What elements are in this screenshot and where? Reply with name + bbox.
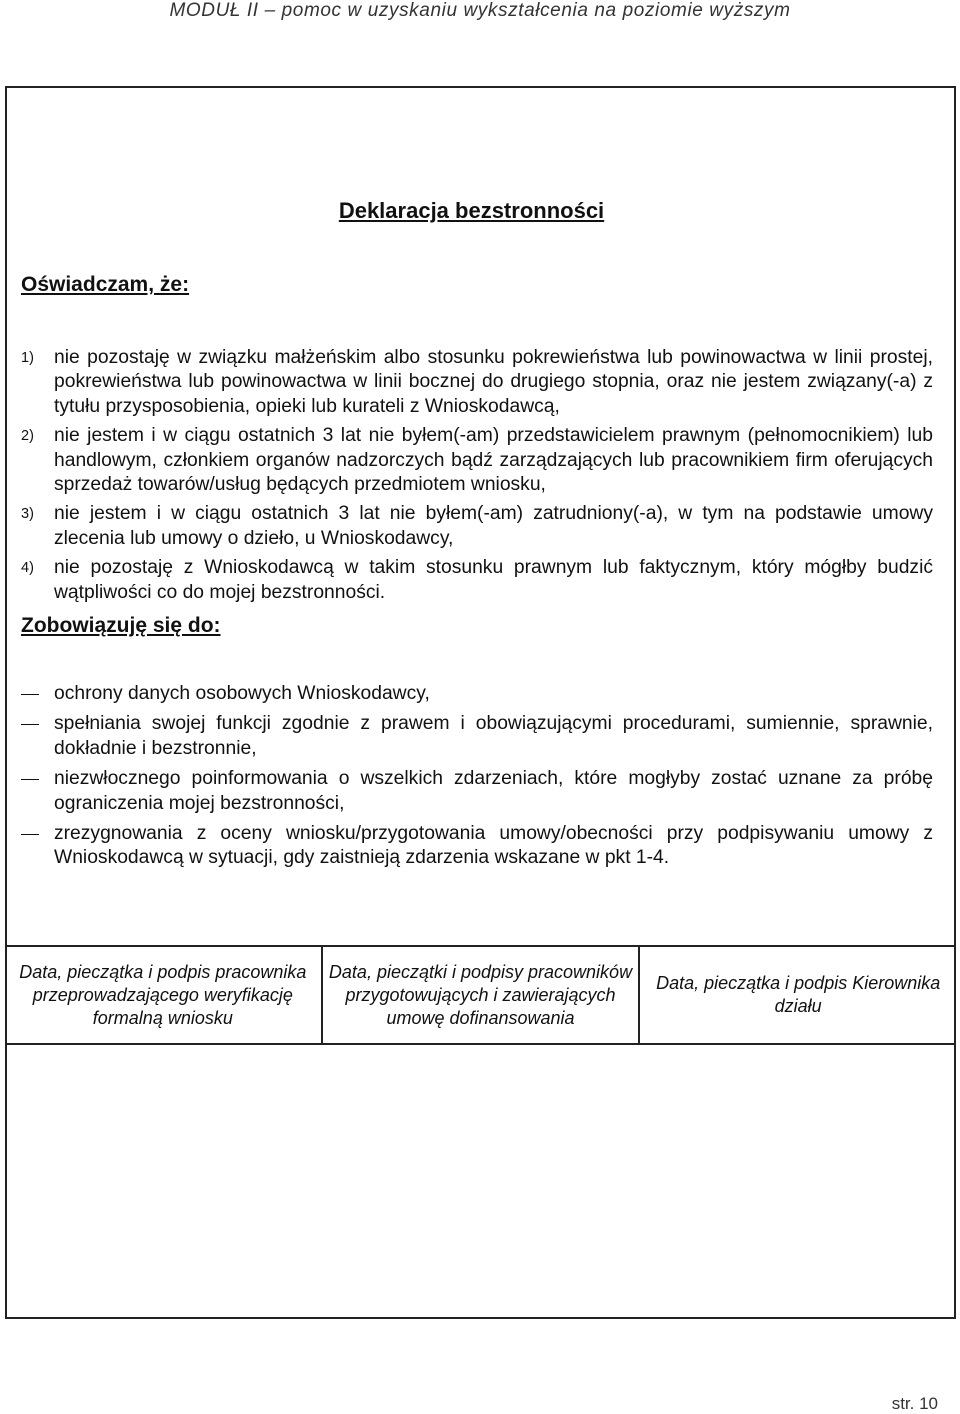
running-header: MODUŁ II – pomoc w uzyskaniu wykształcenia na poziomie wyższym	[169, 0, 791, 21]
obligation-text: spełniania swojej funkcji zgodnie z prawem i obowiązującymi procedurami, sumiennie, sprawnie, dokładnie i bezstronnie,	[54, 713, 933, 759]
obligation-text: ochrony danych osobowych Wnioskodawcy,	[54, 683, 430, 704]
declaration-item	[21, 424, 933, 497]
declaration-heading: Oświadczam, że:	[21, 273, 190, 296]
item-number: 3)	[21, 506, 34, 523]
item-number: 2)	[21, 428, 34, 445]
signature-cell-verifier	[5, 947, 321, 1043]
item-number: 1)	[21, 350, 34, 366]
declaration-list	[21, 346, 933, 610]
signature-cell-contract-staff	[321, 947, 639, 1043]
declaration-item	[21, 502, 933, 551]
signature-cell-head	[638, 947, 956, 1043]
obligation-text: zrezygnowania z oceny wniosku/przygotowania umowy/obecności przy podpisywaniu umowy z Wnioskodawcą w sytuacji, gdy zaistnieją zdarzenia wskazane w pkt 1-4.	[54, 823, 933, 869]
dash-bullet	[21, 779, 39, 780]
dash-bullet	[21, 834, 39, 835]
declaration-frame	[5, 86, 956, 1319]
signature-caption: Data, pieczątka i podpis Kierownika działu	[656, 973, 941, 1016]
obligation-item	[21, 682, 933, 706]
obligation-text: niezwłocznego poinformowania o wszelkich zdarzeniach, które mogłyby zostać uznane za próbę ograniczenia mojej bezstronności,	[54, 768, 933, 814]
dash-bullet	[21, 724, 39, 725]
signature-row	[5, 945, 956, 1045]
page-number: str. 10	[891, 1394, 938, 1413]
document-title: Deklaracja bezstronności	[338, 198, 605, 223]
declaration-text: nie pozostaję z Wnioskodawcą w takim stosunku prawnym lub faktycznym, który mógłby budzić wątpliwości co do mojej bezstronności.	[54, 557, 933, 603]
signature-caption: Data, pieczątka i podpis pracownika przeprowadzającego weryfikację formalną wniosku	[19, 961, 307, 1028]
obligation-item	[21, 822, 933, 871]
declaration-item	[21, 556, 933, 605]
obligation-heading: Zobowiązuję się do:	[21, 614, 221, 637]
declaration-item	[21, 346, 933, 419]
declaration-text: nie jestem i w ciągu ostatnich 3 lat nie byłem(-am) przedstawicielem prawnym (pełnomocnikiem) lub handlowym, członkiem organów nadzorczych bądź zarządzających lub pracownikiem firm oferujących sprzedaż towarów/usług będących przedmiotem wniosku,	[54, 425, 933, 496]
declaration-text: nie pozostaję w związku małżeńskim albo stosunku pokrewieństwa lub powinowactwa w linii prostej, pokrewieństwa lub powinowactwa w linii bocznej do drugiego stopnia, oraz nie jestem związany(-a) z tytułu przysposobienia, opieki lub kurateli z Wnioskodawcą,	[54, 347, 933, 417]
obligation-item	[21, 767, 933, 816]
declaration-text: nie jestem i w ciągu ostatnich 3 lat nie byłem(-am) zatrudniony(-a), w tym na podstawie umowy zlecenia lub umowy o dzieło, u Wnioskodawcy,	[54, 503, 933, 549]
obligation-item	[21, 712, 933, 761]
item-number: 4)	[21, 560, 34, 577]
signature-caption: Data, pieczątki i podpisy pracowników przygotowujących i zawierających umowę dofinansowania	[328, 961, 633, 1028]
obligation-list	[21, 682, 933, 877]
dash-bullet	[21, 694, 39, 695]
